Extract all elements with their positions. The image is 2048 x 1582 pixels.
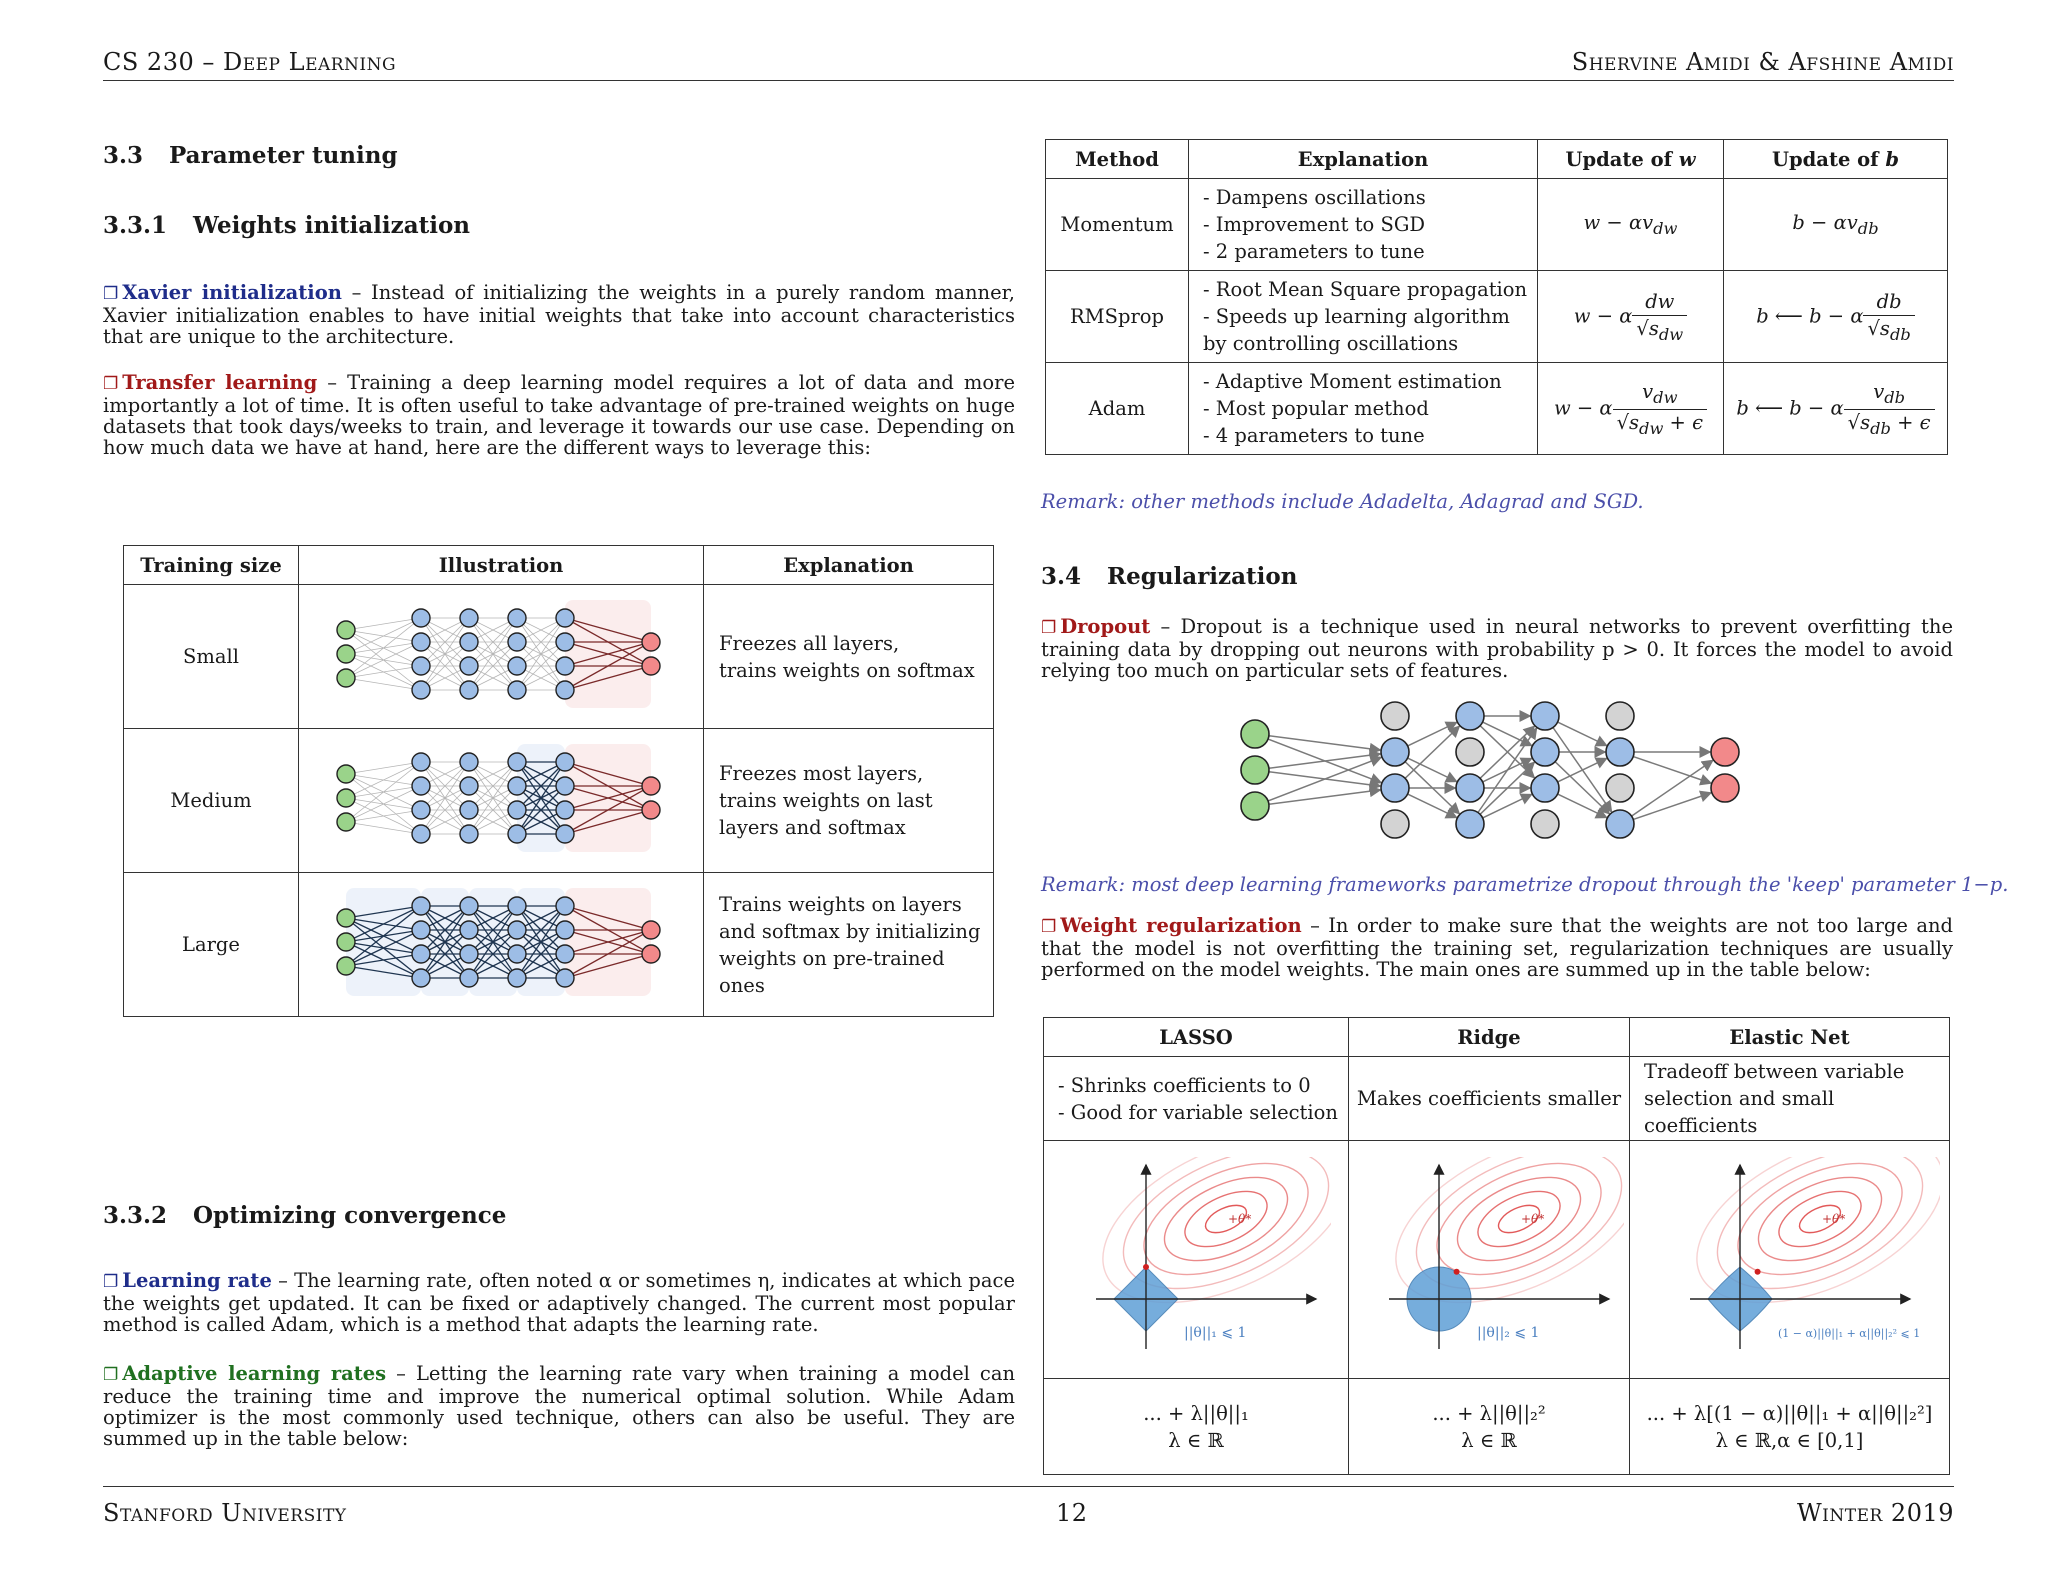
- method-cell: RMSprop: [1046, 271, 1189, 363]
- neuron-node: [1531, 738, 1559, 766]
- neuron-node: [508, 681, 526, 699]
- neuron-node: [556, 777, 574, 795]
- update-b-cell: b ⟵ b − α $\frac{v_{db}}{√s_{db} + \epsilon}$: [1724, 363, 1948, 455]
- page-number: 12: [1055, 1499, 1088, 1527]
- xavier-term: ❐ Xavier initialization: [103, 281, 342, 304]
- neuron-node: [460, 681, 478, 699]
- neuron-node: [1381, 774, 1409, 802]
- explanation-line: - Improvement to SGD: [1203, 213, 1426, 236]
- table-row: [1044, 1379, 1950, 1475]
- neuron-node: [556, 681, 574, 699]
- dropped-neuron-node: [1606, 702, 1634, 730]
- subsection-number: 3.3.2: [103, 1202, 168, 1229]
- explanation-line: layers and softmax: [719, 816, 906, 839]
- explanation-cell: [1189, 363, 1538, 455]
- description-cell: Makes coefficients smaller: [1349, 1057, 1630, 1141]
- plot-cell: [1044, 1141, 1349, 1379]
- neuron-node: [556, 657, 574, 675]
- neuron-node: [508, 633, 526, 651]
- table-row: [1044, 1141, 1950, 1379]
- running-footer: [103, 1486, 1954, 1533]
- col-method: Method: [1046, 140, 1189, 179]
- dropout-edge: [1632, 760, 1713, 816]
- section-title: Parameter tuning: [169, 142, 398, 169]
- loss-contour: [1445, 1160, 1593, 1277]
- network-medium-illustration: [321, 738, 681, 858]
- neuron-node: [460, 801, 478, 819]
- learning-rate-paragraph: [103, 1270, 1015, 1335]
- table-row: [1046, 271, 1948, 363]
- explanation-line: - Most popular method: [1203, 397, 1429, 420]
- subsection-title: Optimizing convergence: [193, 1202, 507, 1229]
- update-w-cell: $w - \alpha v_{dw}$: [1538, 179, 1724, 271]
- neuron-node: [412, 609, 430, 627]
- neuron-node: [642, 633, 660, 651]
- constraint-label: ||θ||₁ ⩽ 1: [1184, 1325, 1247, 1341]
- neuron-node: [508, 657, 526, 675]
- neuron-node: [1241, 756, 1269, 784]
- neuron-node: [412, 777, 430, 795]
- col-ridge: Ridge: [1349, 1018, 1630, 1057]
- explanation-line: trains weights on softmax: [719, 658, 975, 682]
- neuron-node: [556, 897, 574, 915]
- training-size-cell: Large: [124, 873, 299, 1017]
- connection-edge: [346, 762, 421, 798]
- explanation-line: - Dampens oscillations: [1203, 186, 1426, 209]
- connection-edge: [346, 678, 421, 690]
- neuron-node: [1711, 774, 1739, 802]
- explanation-cell: [704, 873, 994, 1017]
- theta-star-label: +θ*: [1521, 1212, 1545, 1226]
- subsection-heading: [103, 1202, 506, 1229]
- update-b-cell: b ⟵ b − α $\frac{db}{√s_{db}}$: [1724, 271, 1948, 363]
- neuron-node: [508, 609, 526, 627]
- neuron-node: [508, 921, 526, 939]
- network-small-illustration: [321, 594, 681, 714]
- regularization-table: [1043, 1017, 1950, 1475]
- dropped-neuron-node: [1456, 738, 1484, 766]
- col-explanation: Explanation: [1189, 140, 1538, 179]
- update-b-cell: $b - \alpha v_{db}$: [1724, 179, 1948, 271]
- explanation-line: - Speeds up learning algorithm: [1203, 305, 1510, 328]
- explanation-line: Freezes most layers,: [719, 762, 924, 785]
- learning-rate-text: – The learning rate, often noted α or sometimes η, indicates at which pace the weights get updated. It can be fixed or adaptively changed. The current most popular method is called Adam, which is a method that adapts the learning rate.: [103, 1269, 1015, 1336]
- neuron-node: [460, 825, 478, 843]
- col-lasso: LASSO: [1044, 1018, 1349, 1057]
- neuron-node: [412, 825, 430, 843]
- neuron-node: [412, 969, 430, 987]
- neuron-node: [1456, 810, 1484, 838]
- solution-point: [1143, 1264, 1149, 1270]
- neuron-node: [337, 909, 355, 927]
- section-number: 3.3: [103, 142, 144, 169]
- dropout-edge: [1269, 754, 1380, 768]
- neuron-node: [642, 921, 660, 939]
- explanation-line: Trains weights on layers: [719, 892, 962, 916]
- penalty-cell: [1630, 1379, 1950, 1475]
- connection-edge: [346, 618, 421, 654]
- weight-reg-term: ❐ Weight regularization: [1041, 914, 1302, 937]
- transfer-term: ❐ Transfer learning: [103, 371, 318, 394]
- neuron-node: [1711, 738, 1739, 766]
- checkbox-square-icon: ❐: [103, 284, 119, 304]
- weight-reg-paragraph: [1041, 915, 1953, 980]
- dropout-edge: [1269, 736, 1380, 750]
- table-row: [124, 873, 994, 1017]
- neuron-node: [337, 765, 355, 783]
- explanation-cell: [1189, 271, 1538, 363]
- adaptive-paragraph: [103, 1363, 1015, 1449]
- explanation-cell: [1189, 179, 1538, 271]
- penalty-domain: λ ∈ ℝ: [1168, 1428, 1224, 1452]
- illustration-cell: [299, 873, 704, 1017]
- neuron-node: [508, 777, 526, 795]
- table-header-row: [1044, 1018, 1950, 1057]
- neuron-node: [460, 897, 478, 915]
- loss-contour: [1177, 1180, 1276, 1258]
- running-header: [103, 40, 1954, 81]
- neuron-node: [412, 657, 430, 675]
- subsection-title: Weights initialization: [193, 212, 471, 239]
- neuron-node: [1381, 738, 1409, 766]
- neuron-node: [412, 681, 430, 699]
- neuron-node: [337, 789, 355, 807]
- neuron-node: [460, 777, 478, 795]
- remark-optimizers: Remark: other methods include Adadelta, Adagrad and SGD.: [1041, 490, 1644, 513]
- penalty-domain: λ ∈ ℝ: [1461, 1428, 1517, 1452]
- neuron-node: [1456, 702, 1484, 730]
- loss-contour: [1152, 1160, 1300, 1277]
- neuron-node: [508, 753, 526, 771]
- neuron-node: [460, 609, 478, 627]
- col-training-size: Training size: [124, 546, 299, 585]
- header-course: CS 230 – Deep Learning: [103, 48, 397, 76]
- col-elastic-net: Elastic Net: [1630, 1018, 1950, 1057]
- neuron-node: [508, 945, 526, 963]
- transfer-text: – Training a deep learning model requires a lot of data and more importantly a lot of time. It is often useful to take advantage of pre-trained weights on huge datasets that took days/weeks to train, and leverage it towards our use case. Depending on how much data we have at hand, here are the different ways to leverage this:: [103, 371, 1015, 459]
- connection-edge: [346, 642, 421, 678]
- neuron-node: [337, 933, 355, 951]
- description-cell: [1630, 1057, 1950, 1141]
- explanation-cell: [704, 585, 994, 729]
- neuron-node: [412, 753, 430, 771]
- section-number: 3.4: [1041, 563, 1082, 590]
- training-size-cell: Medium: [124, 729, 299, 873]
- checkbox-square-icon: ❐: [1041, 618, 1057, 638]
- dropout-text: – Dropout is a technique used in neural networks to prevent overfitting the training data by dropping out neurons with probability p > 0. It forces the model to avoid relying too much on particular sets of features.: [1041, 615, 1953, 682]
- lasso-constraint-plot: [1061, 1157, 1331, 1357]
- neuron-node: [556, 921, 574, 939]
- section-heading: [1041, 563, 1297, 590]
- penalty-formula: ... + λ||θ||₂²: [1432, 1401, 1546, 1425]
- theta-star-label: +θ*: [1228, 1212, 1252, 1226]
- neuron-node: [508, 897, 526, 915]
- connection-edge: [346, 618, 421, 630]
- neuron-node: [460, 945, 478, 963]
- neuron-node: [412, 633, 430, 651]
- plot-cell: [1349, 1141, 1630, 1379]
- neuron-node: [337, 621, 355, 639]
- description-line: selection and small coefficients: [1644, 1087, 1835, 1137]
- col-explanation: Explanation: [704, 546, 994, 585]
- xavier-text: – Instead of initializing the weights in a purely random manner, Xavier initialization enables to have initial weights that take into account characteristics that are unique to the architecture.: [103, 281, 1016, 348]
- dropout-edge: [1268, 757, 1381, 801]
- neuron-node: [1531, 774, 1559, 802]
- solution-point: [1754, 1269, 1760, 1275]
- learning-rate-term: ❐ Learning rate: [103, 1269, 272, 1292]
- loss-contour: [1127, 1157, 1325, 1297]
- transfer-table: [123, 545, 994, 1017]
- update-w-cell: w − α $\frac{v_{dw}}{√s_{dw} + \epsilon}$: [1538, 363, 1724, 455]
- update-w-cell: w − α $\frac{dw}{√s_{dw}}$: [1538, 271, 1724, 363]
- loss-contour: [1770, 1180, 1869, 1258]
- explanation-line: by controlling oscillations: [1203, 332, 1459, 355]
- table-row: [124, 585, 994, 729]
- footer-term: Winter 2019: [1796, 1499, 1954, 1527]
- neuron-node: [460, 921, 478, 939]
- theta-star-label: +θ*: [1821, 1212, 1845, 1226]
- table-header-row: [124, 546, 994, 585]
- dropout-term: ❐ Dropout: [1041, 615, 1151, 638]
- neuron-node: [412, 897, 430, 915]
- penalty-cell: [1044, 1379, 1349, 1475]
- neuron-node: [460, 753, 478, 771]
- highlight-band: [346, 888, 421, 996]
- neuron-node: [556, 609, 574, 627]
- dropped-neuron-node: [1606, 774, 1634, 802]
- elastic-net-constraint-plot: [1640, 1157, 1940, 1357]
- neuron-node: [642, 945, 660, 963]
- dropout-edge: [1408, 722, 1457, 745]
- penalty-domain: λ ∈ ℝ,α ∈ [0,1]: [1715, 1428, 1864, 1452]
- section-title: Regularization: [1107, 563, 1298, 590]
- col-illustration: Illustration: [299, 546, 704, 585]
- description-line: - Good for variable selection: [1058, 1100, 1338, 1124]
- neuron-node: [1531, 702, 1559, 730]
- neuron-node: [556, 945, 574, 963]
- neuron-node: [1606, 810, 1634, 838]
- connection-edge: [346, 786, 421, 822]
- neuron-node: [1241, 792, 1269, 820]
- neuron-node: [1456, 774, 1484, 802]
- loss-contour: [1745, 1160, 1893, 1277]
- dropout-edge: [1483, 794, 1532, 817]
- neuron-node: [556, 825, 574, 843]
- neuron-node: [460, 969, 478, 987]
- explanation-line: weights on pre-trained ones: [719, 946, 945, 997]
- checkbox-square-icon: ❐: [1041, 917, 1057, 937]
- neuron-node: [337, 645, 355, 663]
- checkbox-square-icon: ❐: [103, 374, 119, 394]
- explanation-line: and softmax by initializing: [719, 919, 981, 943]
- col-update-b: Update of b: [1724, 140, 1948, 179]
- neuron-node: [556, 801, 574, 819]
- neuron-node: [556, 633, 574, 651]
- connection-edge: [346, 762, 421, 822]
- penalty-formula: ... + λ||θ||₁: [1143, 1401, 1249, 1425]
- section-heading: [103, 142, 398, 169]
- dropout-paragraph: [1041, 616, 1953, 681]
- table-row: [1044, 1057, 1950, 1141]
- xavier-paragraph: [103, 282, 1015, 347]
- dropout-edge: [1269, 790, 1380, 804]
- dropout-edge: [1558, 722, 1607, 745]
- description-cell: [1044, 1057, 1349, 1141]
- neuron-node: [508, 801, 526, 819]
- penalty-cell: [1349, 1379, 1630, 1475]
- table-row: [1046, 363, 1948, 455]
- neuron-node: [508, 969, 526, 987]
- neuron-node: [1241, 720, 1269, 748]
- explanation-line: - Adaptive Moment estimation: [1203, 370, 1502, 393]
- connection-edge: [346, 666, 421, 678]
- description-line: Tradeoff between variable: [1644, 1060, 1905, 1083]
- explanation-line: Freezes all layers,: [719, 631, 900, 655]
- table-row: [124, 729, 994, 873]
- connection-edge: [346, 618, 421, 678]
- explanation-cell: [704, 729, 994, 873]
- neuron-node: [556, 753, 574, 771]
- solution-point: [1454, 1269, 1460, 1275]
- header-authors: Shervine Amidi & Afshine Amidi: [1571, 48, 1954, 76]
- connection-edge: [346, 810, 421, 822]
- table-row: [1046, 179, 1948, 271]
- connection-edge: [346, 762, 421, 774]
- optimizer-table: [1045, 139, 1948, 455]
- neuron-node: [460, 657, 478, 675]
- neuron-node: [556, 969, 574, 987]
- neuron-node: [508, 825, 526, 843]
- neuron-node: [460, 633, 478, 651]
- method-cell: Adam: [1046, 363, 1189, 455]
- neuron-node: [412, 921, 430, 939]
- neuron-node: [337, 669, 355, 687]
- footer-university: Stanford University: [103, 1499, 347, 1527]
- neuron-node: [412, 801, 430, 819]
- neuron-node: [642, 777, 660, 795]
- dropped-neuron-node: [1381, 810, 1409, 838]
- constraint-label: ||θ||₂ ⩽ 1: [1477, 1325, 1540, 1341]
- neuron-node: [642, 657, 660, 675]
- explanation-line: trains weights on last: [719, 789, 933, 812]
- neuron-node: [337, 813, 355, 831]
- dropout-edge: [1408, 794, 1457, 817]
- loss-contour: [1470, 1180, 1569, 1258]
- description-line: - Shrinks coefficients to 0: [1058, 1073, 1311, 1097]
- explanation-line: - Root Mean Square propagation: [1203, 278, 1528, 301]
- neuron-node: [412, 945, 430, 963]
- dropout-edge: [1483, 722, 1532, 745]
- neuron-node: [642, 801, 660, 819]
- adaptive-text: – Letting the learning rate vary when training a model can reduce the training time and improve the numerical optimal solution. While Adam optimizer is the most commonly used technique, others can also be useful. They are summed up in the table below:: [103, 1362, 1015, 1450]
- transfer-paragraph: [103, 372, 1015, 458]
- subsection-number: 3.3.1: [103, 212, 168, 239]
- explanation-line: - 4 parameters to tune: [1203, 424, 1425, 447]
- dropped-neuron-node: [1381, 702, 1409, 730]
- ridge-constraint-plot: [1354, 1157, 1624, 1357]
- weight-reg-text: – In order to make sure that the weights are not too large and that the model is not overfitting the training set, regularization techniques are usually performed on the model weights. The main ones are summed up in the table below:: [1041, 914, 1953, 981]
- checkbox-square-icon: ❐: [103, 1272, 119, 1292]
- col-update-w: Update of w: [1538, 140, 1724, 179]
- explanation-line: - 2 parameters to tune: [1203, 240, 1425, 263]
- neuron-node: [1606, 738, 1634, 766]
- penalty-formula: ... + λ[(1 − α)||θ||₁ + α||θ||₂²]: [1646, 1401, 1933, 1425]
- plot-cell: [1630, 1141, 1950, 1379]
- illustration-cell: [299, 729, 704, 873]
- dropout-network-diagram: [1230, 700, 1750, 840]
- neuron-node: [337, 957, 355, 975]
- adaptive-term: ❐ Adaptive learning rates: [103, 1362, 387, 1385]
- remark-dropout: Remark: most deep learning frameworks parametrize dropout through the 'keep' parameter 1−p.: [1041, 873, 2009, 896]
- constraint-label: (1 − α)||θ||₁ + α||θ||₂² ⩽ 1: [1777, 1327, 1920, 1340]
- network-large-illustration: [321, 882, 681, 1002]
- training-size-cell: Small: [124, 585, 299, 729]
- connection-edge: [346, 822, 421, 834]
- checkbox-square-icon: ❐: [103, 1365, 119, 1385]
- method-cell: Momentum: [1046, 179, 1189, 271]
- dropout-edge: [1558, 794, 1607, 817]
- dropped-neuron-node: [1531, 810, 1559, 838]
- subsection-heading: [103, 212, 470, 239]
- table-header-row: [1046, 140, 1948, 179]
- illustration-cell: [299, 585, 704, 729]
